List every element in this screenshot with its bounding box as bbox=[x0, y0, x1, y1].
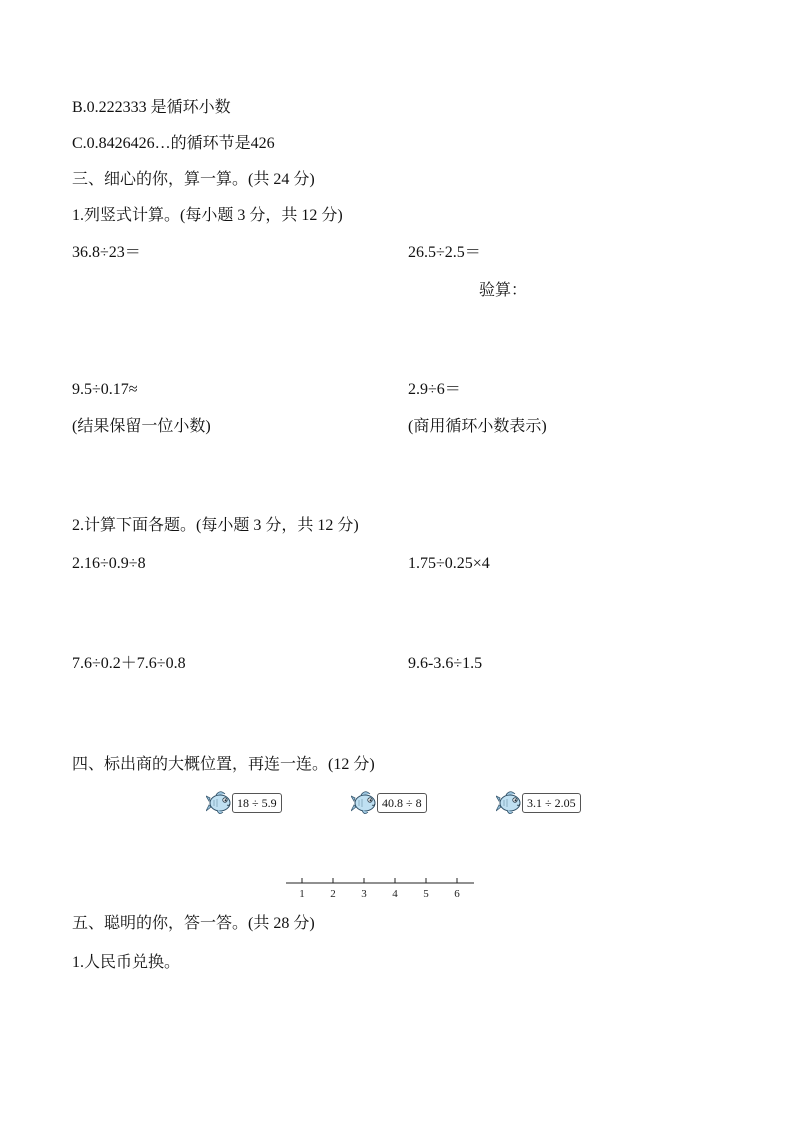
section-4-title: 四、标出商的大概位置，再连一连。(12 分) bbox=[72, 756, 375, 773]
question-2-c: 7.6÷0.2＋7.6÷0.8 bbox=[72, 655, 186, 672]
section-5-title: 五、聪明的你，答一答。(共 28 分) bbox=[72, 915, 315, 932]
fish-icon bbox=[206, 788, 234, 818]
expression-box: 18 ÷ 5.9 bbox=[232, 793, 282, 813]
question-1-d: 2.9÷6＝ bbox=[408, 381, 461, 398]
expression-box: 40.8 ÷ 8 bbox=[377, 793, 427, 813]
number-line-label: 3 bbox=[361, 888, 367, 900]
question-1-b: 26.5÷2.5＝ bbox=[408, 244, 481, 261]
expression-box: 3.1 ÷ 2.05 bbox=[522, 793, 581, 813]
fish-icon bbox=[496, 788, 524, 818]
number-line-label: 4 bbox=[392, 888, 398, 900]
fish-card-2 bbox=[351, 788, 427, 818]
question-1-title: 1.列竖式计算。(每小题 3 分，共 12 分) bbox=[72, 207, 343, 224]
number-line-label: 1 bbox=[299, 888, 305, 900]
section-3-title: 三、细心的你，算一算。(共 24 分) bbox=[72, 171, 315, 188]
question-1-c-note: (结果保留一位小数) bbox=[72, 418, 211, 435]
number-line bbox=[284, 872, 476, 902]
number-line-label: 2 bbox=[330, 888, 336, 900]
question-1-b-check: 验算： bbox=[479, 282, 528, 299]
question-2-a: 2.16÷0.9÷8 bbox=[72, 555, 146, 572]
option-c: C.0.8426426…的循环节是426 bbox=[72, 135, 275, 152]
number-line-label: 5 bbox=[423, 888, 429, 900]
question-1-a: 36.8÷23＝ bbox=[72, 244, 141, 261]
question-2-b: 1.75÷0.25×4 bbox=[408, 555, 490, 572]
fish-card-3 bbox=[496, 788, 581, 818]
question-1-c: 9.5÷0.17≈ bbox=[72, 381, 138, 398]
fish-card-1 bbox=[206, 788, 282, 818]
question-1-d-note: (商用循环小数表示) bbox=[408, 418, 547, 435]
option-b: B.0.222333 是循环小数 bbox=[72, 99, 231, 116]
question-2-d: 9.6-3.6÷1.5 bbox=[408, 655, 483, 672]
fish-icon bbox=[351, 788, 379, 818]
question-2-title: 2.计算下面各题。(每小题 3 分，共 12 分) bbox=[72, 517, 359, 534]
question-5-1-title: 1.人民币兑换。 bbox=[72, 954, 181, 971]
number-line-label: 6 bbox=[454, 888, 460, 900]
